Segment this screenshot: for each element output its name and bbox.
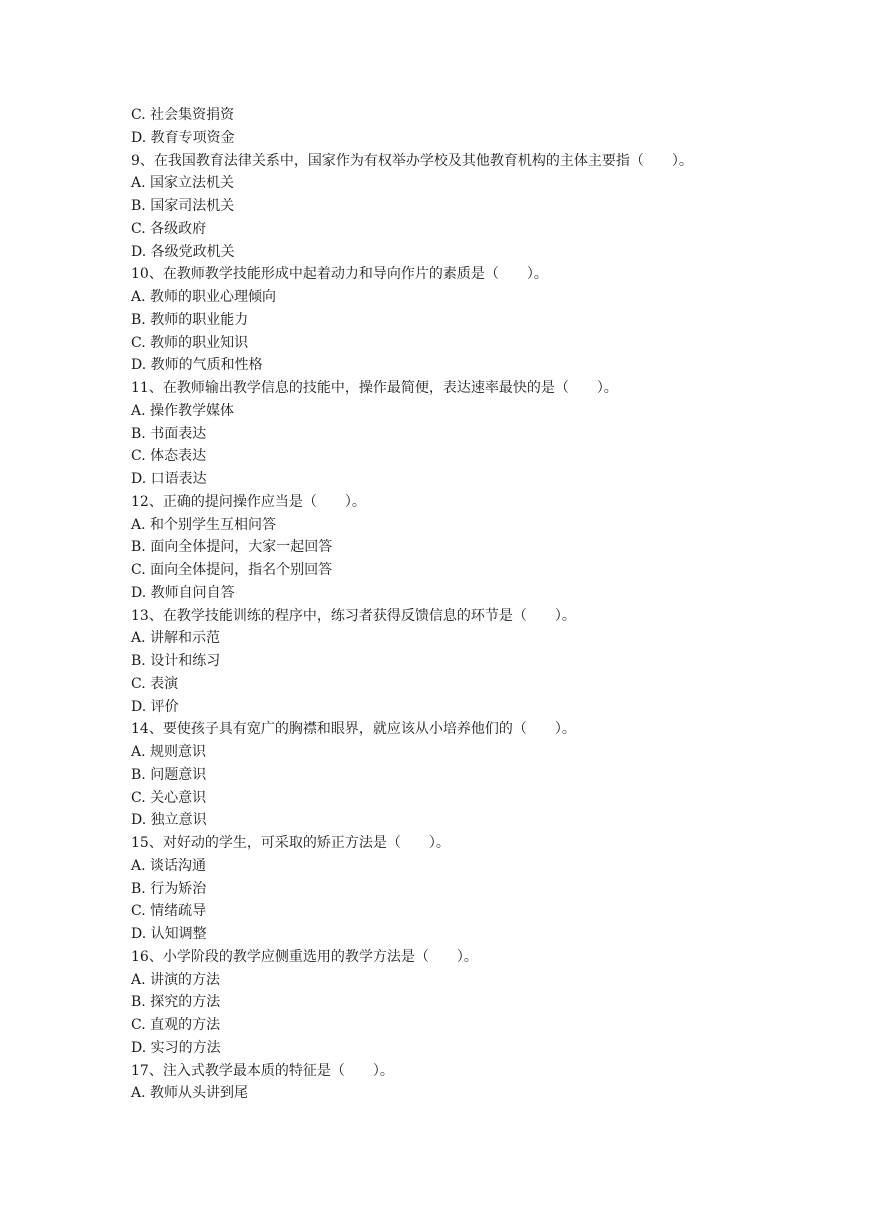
answer-option: A. 操作教学媒体 [131,402,235,419]
question-text: 13、在教学技能训练的程序中，练习者获得反馈信息的环节是（ ）。 [131,607,576,624]
question-text: 15、对好动的学生，可采取的矫正方法是（ ）。 [131,835,450,851]
answer-option: B. 行为矫治 [131,880,207,897]
answer-option: D. 评价 [131,698,179,715]
answer-option: C. 体态表达 [131,448,207,465]
answer-option: C. 情绪疏导 [131,903,207,920]
answer-option: D. 独立意识 [131,812,207,829]
answer-option: B. 教师的职业能力 [131,311,249,328]
answer-option: A. 讲演的方法 [131,971,221,988]
answer-option: B. 探究的方法 [131,994,221,1011]
answer-option: B. 面向全体提问，大家一起回答 [131,539,333,556]
answer-option: D. 教师自问自答 [131,584,235,601]
answer-option: C. 直观的方法 [131,1017,221,1033]
question-text: 10、在教师教学技能形成中起着动力和导向作片的素质是（ ）。 [131,266,548,283]
answer-option: B. 国家司法机关 [131,198,235,214]
answer-option: B. 问题意识 [131,766,207,783]
answer-option: A. 国家立法机关 [131,175,235,192]
answer-option: D. 口语表达 [131,471,207,487]
document-text [131,104,771,1105]
question-text: 11、在教师输出教学信息的技能中，操作最简便，表达速率最快的是（ ）。 [131,380,618,396]
question-text: 16、小学阶段的教学应侧重选用的教学方法是（ ）。 [131,948,478,965]
answer-option: D. 认知调整 [131,926,207,942]
answer-option: D. 教育专项资金 [131,129,235,146]
answer-option: C. 表演 [131,675,179,692]
question-text: 17、注入式教学最本质的特征是（ ）。 [131,1062,394,1079]
answer-option: A. 规则意识 [131,744,207,760]
answer-option: D. 教师的气质和性格 [131,357,263,374]
question-text: 12、正确的提问操作应当是（ ）。 [131,493,366,510]
answer-option: B. 书面表达 [131,425,207,442]
answer-option: A. 讲解和示范 [131,630,221,647]
answer-option: A. 教师从头讲到尾 [131,1085,249,1102]
answer-option: D. 各级党政机关 [131,243,235,260]
answer-option: A. 教师的职业心理倾向 [131,289,277,305]
answer-option: C. 各级政府 [131,220,207,237]
answer-option: C. 社会集资捐资 [131,107,235,123]
answer-option: C. 关心意识 [131,789,207,806]
answer-option: A. 谈话沟通 [131,857,207,874]
question-text: 14、要使孩子具有宽广的胸襟和眼界，就应该从小培养他们的（ ）。 [131,721,576,738]
question-text: 9、在我国教育法律关系中，国家作为有权举办学校及其他教育机构的主体主要指（ ）。 [131,152,693,169]
answer-option: C. 教师的职业知识 [131,334,249,351]
answer-option: C. 面向全体提问，指名个别回答 [131,562,333,578]
answer-option: A. 和个别学生互相问答 [131,516,277,533]
answer-option: D. 实习的方法 [131,1039,221,1056]
answer-option: B. 设计和练习 [131,653,221,669]
